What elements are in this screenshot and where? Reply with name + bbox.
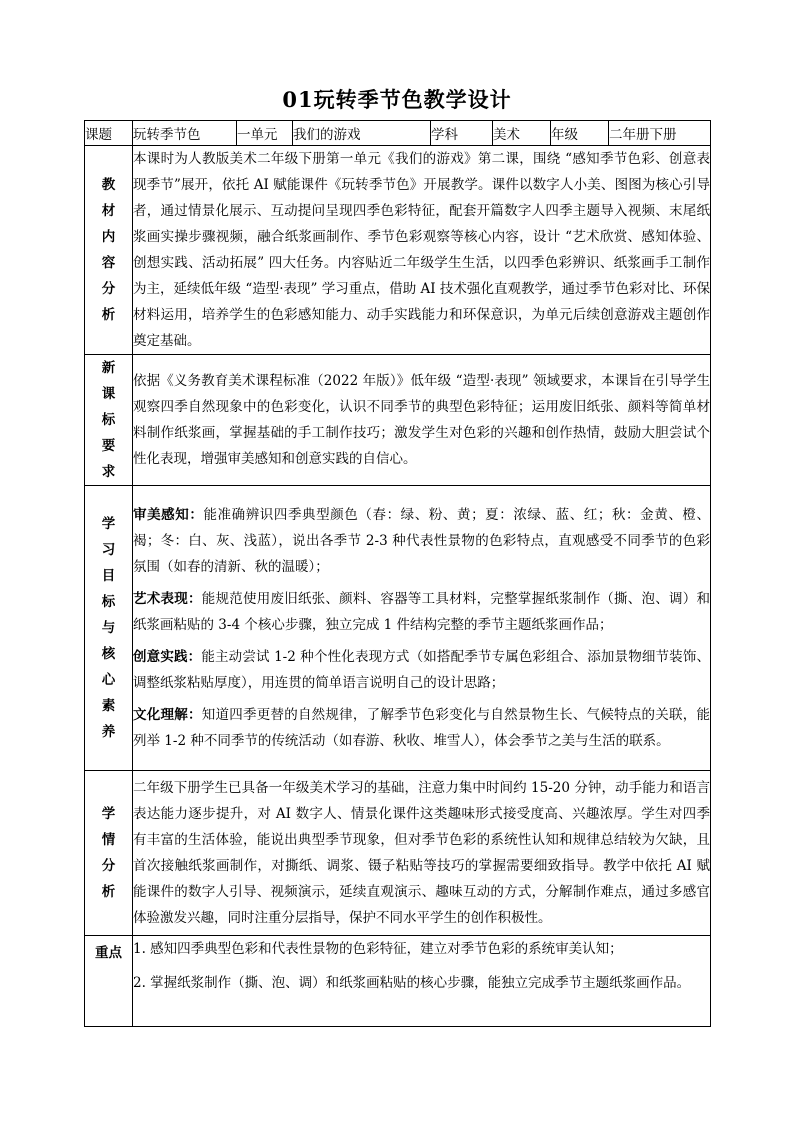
key-points-content <box>133 936 711 1027</box>
objective-text: 能主动尝试 1-2 种个性化表现方式（如搭配季节专属色彩组合、添加景物细节装饰、调整纸浆粘贴厚度），用连贯的简单语言说明自己的设计思路； <box>133 649 711 691</box>
lesson-plan-table <box>84 120 711 1027</box>
curriculum-standard-content <box>133 355 711 486</box>
curriculum-standard-label: 新课标要求 <box>85 355 133 486</box>
grade-label: 年级 <box>551 121 609 146</box>
objective-item <box>133 644 710 696</box>
material-analysis-row <box>85 146 711 355</box>
key-points-row <box>85 936 711 1027</box>
objective-item <box>133 586 710 638</box>
student-analysis-content <box>133 771 711 936</box>
key-points-label: 重点 <box>85 936 133 1027</box>
student-analysis-text: 二年级下册学生已具备一年级美术学习的基础，注意力集中时间约 15-20 分钟，动手能力和语言表达能力逐步提升，对 AI 数字人、情景化课件这类趣味形式接受度高、兴趣浓厚。学生对四季有丰富的生活体验，能说出典型季节现象，但对季节色彩的系统性认知和规律总结较为欠缺，且首次接触纸浆画制作，对撕纸、调浆、镊子粘贴等技巧的掌握需要细致指导。教学中依托 AI 赋能课件的数字人引导、视频演示，延续直观演示、趣味互动的方式，分解制作难点，通过多感官体验激发兴趣，同时注重分层指导，保护不同水平学生的创作积极性。 <box>133 780 710 926</box>
material-analysis-text: 本课时为人教版美术二年级下册第一单元《我们的游戏》第二课，围绕 “感知季节色彩、创意表现季节”展开，依托 AI 赋能课件《玩转季节色》开展教学。课件以数字人小美、图图为核心引导者，通过情景化展示、互动提问呈现四季色彩特征，配套开篇数字人四季主题导入视频、末尾纸浆画实操步骤视频，融合纸浆画制作、季节色彩观察等核心内容，设计 “艺术欣赏、感知体验、创想实践、活动拓展” 四大任务。内容贴近二年级学生生活，以四季色彩辨识、纸浆画手工制作为主，延续低年级 “造型·表现” 学习重点，借助 AI 技术强化直观教学，通过季节色彩对比、环保材料运用，培养学生的色彩感知能力、动手实践能力和环保意识，为单元后续创意游戏主题创作奠定基础。 <box>133 151 710 349</box>
objective-text: 能规范使用废旧纸张、颜料、容器等工具材料，完整掌握纸浆制作（撕、泡、调）和纸浆画粘贴的 3-4 个核心步骤，独立完成 1 件结构完整的季节主题纸浆画作品； <box>133 591 711 633</box>
student-analysis-row <box>85 771 711 936</box>
page-title: 01玩转季节色教学设计 <box>282 87 512 112</box>
unit-label: 一单元 <box>237 121 293 146</box>
objective-heading: 文化理解： <box>133 707 202 723</box>
key-point-item: 1. 感知四季典型色彩和代表性景物的色彩特征，建立对季节色彩的系统审美认知； <box>133 941 623 957</box>
key-point-item: 2. 掌握纸浆制作（撕、泡、调）和纸浆画粘贴的核心步骤，能独立完成季节主题纸浆画作品。 <box>133 975 691 991</box>
objective-item <box>133 702 710 754</box>
objective-heading: 艺术表现： <box>133 591 202 607</box>
unit-value: 我们的游戏 <box>293 121 431 146</box>
curriculum-standard-row <box>85 355 711 486</box>
objective-text: 知道四季更替的自然规律，了解季节色彩变化与自然景物生长、气候特点的关联，能列举 1-2 种不同季节的传统活动（如春游、秋收、堆雪人），体会季节之美与生活的联系。 <box>133 707 711 749</box>
student-analysis-label: 学情分析 <box>85 771 133 936</box>
objectives-label: 学习目标与核心素养 <box>85 486 133 771</box>
objectives-row <box>85 486 711 771</box>
objective-heading: 创意实践： <box>133 649 202 665</box>
objective-heading: 审美感知： <box>133 507 204 523</box>
subject-label: 学科 <box>431 121 493 146</box>
subject-value: 美术 <box>493 121 551 146</box>
course-value: 玩转季节色 <box>133 121 237 146</box>
material-analysis-label: 教材内容分析 <box>85 146 133 355</box>
objective-text: 能准确辨识四季典型颜色（春：绿、粉、黄；夏：浓绿、蓝、红；秋：金黄、橙、褐；冬：白、灰、浅蓝），说出各季节 2-3 种代表性景物的色彩特点，直观感受不同季节的色彩氛围（如春的清新、秋的温暖）； <box>133 507 710 575</box>
grade-value: 二年册下册 <box>609 121 711 146</box>
objective-item <box>133 502 710 580</box>
header-row <box>85 121 711 146</box>
course-label: 课题 <box>85 121 133 146</box>
objectives-content <box>133 486 711 771</box>
curriculum-standard-text: 依据《义务教育美术课程标准（2022 年版）》低年级 “造型·表现” 领域要求，本课旨在引导学生观察四季自然现象中的色彩变化，认识不同季节的典型色彩特征；运用废旧纸张、颜料等简单材料制作纸浆画，掌握基础的手工制作技巧；激发学生对色彩的兴趣和创作热情，鼓励大胆尝试个性化表现，增强审美感知和创意实践的自信心。 <box>133 373 710 467</box>
material-analysis-content <box>133 146 711 355</box>
